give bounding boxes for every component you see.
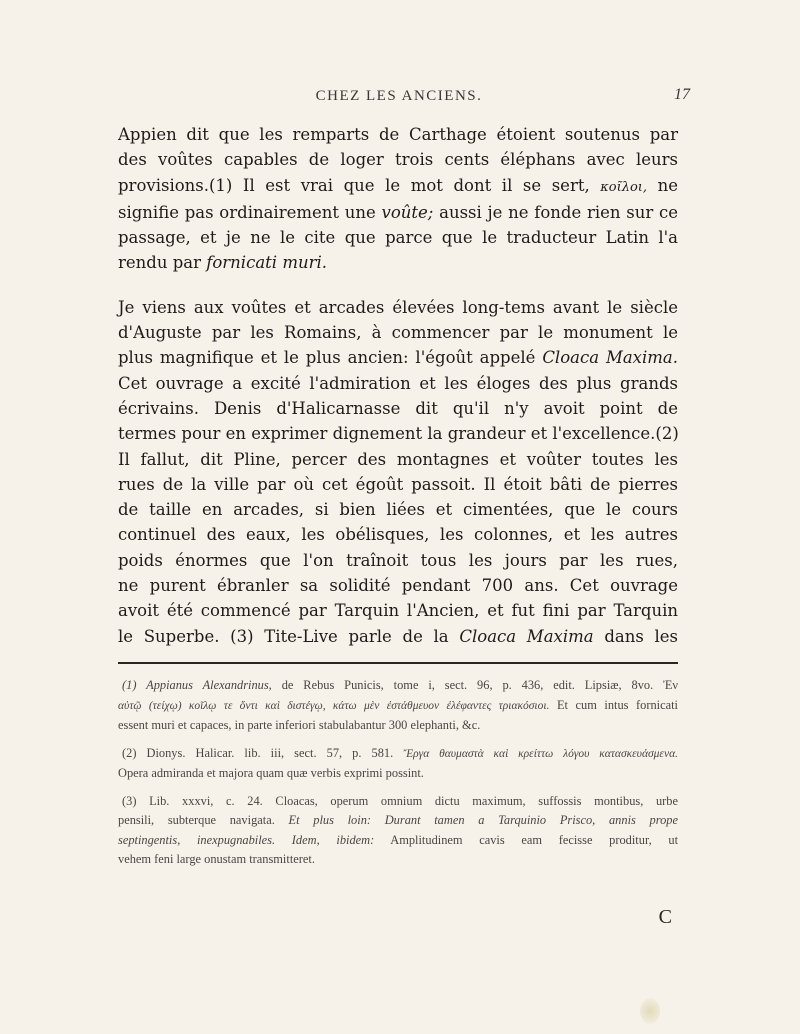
text-line: passage, et je ne le cite que parce que le traducteur Latin l'a [118,228,678,248]
footnote-3 [118,792,678,870]
text-fragment: rendu par [118,253,201,273]
text-fragment: aussi je ne fonde rien sur ce [439,202,678,222]
italic-phrase: fornicati muri. [206,253,327,273]
text-fragment: ne [657,175,678,195]
italic-phrase: Et plus loin: Durant tamen a Tarquinio Prisco, annis prope [288,813,678,827]
text-line: de taille en arcades, si bien liées et cimentées, que le cours [118,500,678,520]
page-header [108,88,690,112]
paragraph-1 [118,122,678,276]
text-line: termes pour en exprimer dignement la grandeur et l'excellence.(2) [118,424,679,444]
text-line: Cet ouvrage a excité l'admiration et les éloges des plus grands [118,373,678,393]
text-fragment: pensili, subterque navigata. [118,813,275,827]
text-fragment: le Superbe. (3) Tite-Live parle de la [118,626,449,646]
footnote-line: essent muri et capaces, in parte inferiori stabulabantur 300 elephanti, &c. [118,718,481,732]
footnote-line: vehem feni large onustam transmitteret. [118,852,315,866]
text-fragment: Amplitudinem cavis eam fecisse proditur, ut [390,832,679,847]
footnote-line [118,696,678,717]
italic-phrase: Cloaca Maxima [459,626,594,646]
text-line [118,250,678,275]
text-line: avoit été commencé par Tarquin l'Ancien, et fut fini par Tarquin [118,601,678,621]
footnote-line [118,676,678,696]
text-fragment: de Rebus Punicis, tome i, sect. 96, p. 436, edit. Lipsiæ, 8vo. Ἐν [281,678,678,692]
text-line [118,624,678,649]
text-line [118,200,678,225]
page-number: 17 [674,86,690,103]
footnote-line: (3) Lib. xxxvi, c. 24. Cloacas, operum omnium dictu maximum, suffossis montibus, urbe [122,793,678,808]
footnote-line [118,744,678,765]
footnote-line [118,831,678,851]
text-line [118,173,678,200]
text-line: Je viens aux voûtes et arcades élevées long-tems avant le siècle [118,297,678,317]
footnotes [118,676,678,878]
text-line [118,345,678,370]
footnote-2 [118,744,678,784]
text-line: poids énormes que l'on traînoit tous les jours par les rues, [118,550,678,570]
text-line: continuel des eaux, les obélisques, les colonnes, et les autres [118,525,678,545]
italic-citation: (1) Appianus Alexandrinus, [122,678,272,692]
main-text [118,122,678,649]
text-fragment: (2) Dionys. Halicar. lib. iii, sect. 57, p. 581. [122,745,394,760]
footnote-line [118,811,678,831]
text-fragment: provisions.(1) Il est vrai que le mot dont il se sert, [118,175,590,195]
footnote-line: Opera admiranda et majora quam quæ verbis exprimi possint. [118,766,424,780]
text-line: des voûtes capables de loger trois cents éléphans avec leurs [118,150,678,170]
text-line: ne purent ébranler sa solidité pendant 700 ans. Cet ouvrage [118,576,678,596]
text-fragment: Et cum intus fornicati [556,697,678,712]
text-line: Appien dit que les remparts de Carthage étoient soutenus par [118,125,678,144]
text-line: Il fallut, dit Pline, percer des montagnes et voûter toutes les [118,449,678,469]
text-fragment: plus magnifique et le plus ancien: l'égoût appelé [118,348,536,368]
text-line: écrivains. Denis d'Halicarnasse dit qu'il n'y avoit point de [118,398,678,418]
italic-word: voûte; [381,202,434,222]
paragraph-2 [118,295,678,649]
running-head: CHEZ LES ANCIENS. [315,88,483,104]
text-line: rues de la ville par où cet égoût passoit. Il étoit bâti de pierres [118,474,678,494]
signature-mark: C [658,906,672,928]
footnote-1 [118,676,678,736]
footnote-divider [118,662,678,664]
text-line: d'Auguste par les Romains, à commencer par le monument le [118,323,678,343]
text-fragment: dans les [604,626,679,646]
italic-phrase: Cloaca Maxima. [542,348,678,368]
greek-word: κοῖλοι, [600,179,648,195]
greek-quote: Ἔργα θαυμαστὰ καὶ κρείττω λόγου κατασκευάσμενα. [403,747,678,760]
paper-stain [640,998,660,1024]
greek-quote: αὐτῷ (τείχῳ) κοῖλῳ τε ὄντι καὶ διστέγῳ, κάτω μὲν ἐστάθμευον ἐλέφαντες τριακόσιοι. [118,699,550,712]
italic-phrase: septingentis, inexpugnabiles. Idem, ibidem: [118,832,375,847]
text-fragment: signifie pas ordinairement une [118,202,376,222]
